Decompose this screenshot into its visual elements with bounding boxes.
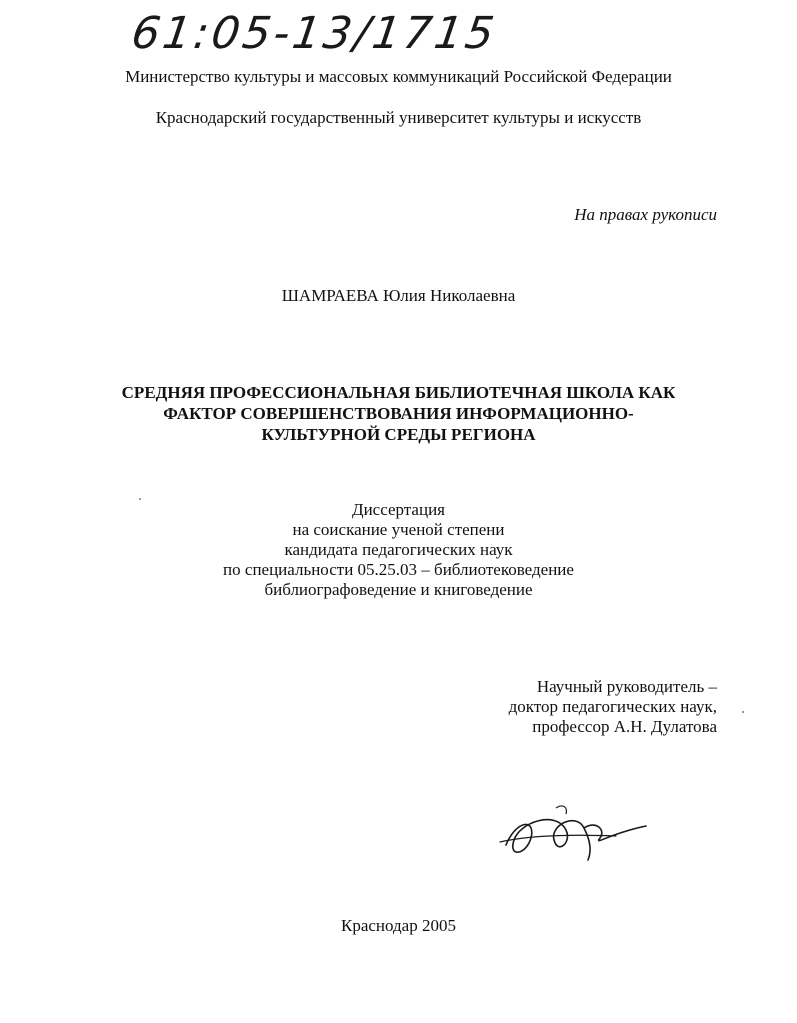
diss-line-5: библиографоведение и книговедение <box>264 580 533 599</box>
diss-line-1: Диссертация <box>351 500 445 519</box>
dissertation-title <box>0 382 797 445</box>
diss-line-3: кандидата педагогических наук <box>284 540 513 559</box>
ministry-heading: Министерство культуры и массовых коммуникаций Российской Федерации <box>125 67 672 86</box>
handwritten-catalog-number: 61:05-13/1715 <box>128 8 501 59</box>
scientific-advisor <box>509 677 717 737</box>
diss-line-2: на соискание ученой степени <box>292 520 505 539</box>
title-line-3: КУЛЬТУРНОЙ СРЕДЫ РЕГИОНА <box>261 425 536 444</box>
city-year: Краснодар 2005 <box>341 916 456 935</box>
advisor-line-1: Научный руководитель – <box>536 677 717 696</box>
diss-line-4: по специальности 05.25.03 – библиотековедение <box>223 560 574 579</box>
scan-speck <box>742 711 744 713</box>
title-line-1: СРЕДНЯЯ ПРОФЕССИОНАЛЬНАЯ БИБЛИОТЕЧНАЯ ШКОЛА КАК <box>121 383 676 402</box>
dissertation-info <box>0 500 797 600</box>
advisor-line-2: доктор педагогических наук, <box>508 697 717 716</box>
manuscript-note: На правах рукописи <box>574 205 717 224</box>
signature-icon <box>496 800 656 870</box>
university-heading: Краснодарский государственный университет культуры и искусств <box>155 108 642 127</box>
author-name: ШАМРАЕВА Юлия Николаевна <box>281 286 516 305</box>
title-line-2: ФАКТОР СОВЕРШЕНСТВОВАНИЯ ИНФОРМАЦИОННО- <box>163 404 634 423</box>
advisor-line-3: профессор А.Н. Дулатова <box>532 717 717 736</box>
